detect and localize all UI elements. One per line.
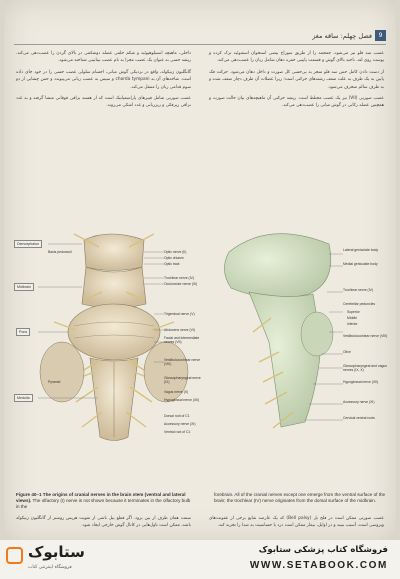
structure-label: Optic chiasm [164, 256, 184, 260]
structure-label: Dorsal root of C1 [164, 414, 190, 418]
structure-label: Trochlear nerve (IV) [343, 288, 374, 292]
structure-label: Middle [347, 316, 357, 320]
structure-label: Hypoglossal nerve (XII) [343, 380, 379, 384]
structure-label: Inferior [347, 322, 358, 326]
structure-label: Cerebellar peduncles [343, 302, 376, 306]
structure-label: Vestibulocochlear nerve (VIII) [343, 334, 388, 338]
structure-label: Accessory nerve (XI) [343, 400, 375, 404]
paragraph: داخلی، ماهیچه استیلوهیوئید و شکم خلفی عضله دوشکمی در بالای گردن را عصب‌دهی می‌کند. ریشه حسی به عنوان یک عصب مجزا به نام عصب بینابینی شناخته می‌شود. [16, 51, 191, 64]
paragraph: عصب صورتی شامل فیبرهای پاراسمپاتیک است که از هسته بزاقی فوقانی منشا گرفته و به غدد بزاقی زیرفکی و زیرزبانی و غدد اشکی می‌روند. [16, 96, 191, 109]
region-label: Medulla [14, 394, 33, 402]
structure-label: Hypoglossal nerve (XII) [164, 398, 200, 402]
right-text-column [209, 50, 384, 114]
region-label: Diencephalon [14, 240, 42, 248]
structure-label: Lateral geniculate body [343, 248, 379, 252]
caption-text: forebrain. All of the cranial nerves except one emerge from the ventral surface of the brain; the trochlear (IV) nerve originates from the dorsal surface of the midbrain. [214, 492, 386, 503]
chapter-title: فصل چهلم: ساقه مغز [312, 32, 372, 40]
brainstem-figure [14, 222, 386, 492]
figure-caption-right [214, 492, 386, 504]
logo-text: ستابوک [28, 543, 85, 561]
region-label: Pons [16, 328, 30, 336]
website-url[interactable]: WWW.SETABOOK.COM [249, 560, 388, 571]
structure-label: Glossopharyngeal and vagus nerves (IX, X) [343, 364, 387, 372]
structure-label: Oculomotor nerve (III) [164, 282, 197, 286]
bottom-left-text: سمت همان طرف از بین برود. اگر قطع بیل ناشی از تقویت هرپس زوستر از گانگلیون ژنیکوله باشد، ممکن است تاول‌هایی در کانال گوش خارجی ایجاد شود. [16, 516, 191, 529]
structure-label: Basis pedunculi [48, 250, 72, 254]
structure-label: Pyramid [48, 380, 61, 384]
figure-caption-left [16, 492, 194, 510]
paragraph: عصب سه قلو نیز می‌شود، جمجمه را از طریق سوراخ بیضی استخوان اسفنوئید ترک کرده و پوست روی لثه، ناحیه بالای گوش و قسمت پایینی حفره دهان شامل زبان را عصب‌دهی می‌کند. [209, 51, 384, 64]
shop-name: فروشگاه کتاب پزشکی ستابوک [258, 545, 388, 555]
structure-label: Vagus nerve (X) [164, 390, 189, 394]
paragraph: گانگلیون ژنیکوله، واقع در نزدیکی گوش میانی، اجسام سلولی عصب حسی را در خود جای داده است. شاخه‌های آن به chorda tympani و سپس به عصب زبانی می‌پیوندد و حس چشایی از دو سوم قدامی زبان را منتقل می‌کند. [16, 69, 192, 90]
structure-label: Ventral root of C1 [164, 430, 191, 434]
paragraph: عصب صورتی (VII) نیز یک عصب مختلط است. ریشه حرکتی آن ماهیچه‌های بیان حالت صورت و همچنین عضله رکابی در گوش میانی را عصب‌دهی می‌کند. [209, 96, 385, 109]
structure-label: Facial and intermediate nerves (VII) [164, 336, 200, 344]
structure-label: Medial geniculate body [343, 262, 378, 266]
structure-label: Optic nerve (II) [164, 250, 187, 254]
page-header [14, 28, 386, 45]
logo-subtitle: فروشگاه اینترنتی کتاب [28, 565, 72, 570]
structure-label: Olive [343, 350, 351, 354]
structure-label: Superior [347, 310, 360, 314]
setabook-logo[interactable] [6, 543, 118, 576]
paragraph: از دست دادن کامل حس سه قلو منجر به بی‌حسی کل صورت و داخل دهان می‌شود. حرکت فک پایین به یک طرف به علت ضعف رشته‌های حرکتی است؛ زیرا عضلات آن طرف دچار ضعف شده و به طرف سالم منحرف می‌شود. [209, 69, 384, 90]
structure-label: Accessory nerve (XI) [164, 422, 196, 426]
structure-label: Vestibulocochlear nerve (VIII) [164, 358, 201, 366]
store-footer-banner [0, 540, 400, 579]
left-text-column [16, 50, 191, 114]
region-label: Midbrain [14, 283, 34, 291]
caption-title: Figure 40–1 The origins of cranial nerves in the brain stem (ventral and lateral views). [16, 492, 186, 503]
structure-label: Optic tract [164, 262, 180, 266]
structure-label: Glossopharyngeal nerve (IX) [164, 376, 201, 384]
bottom-right-text: عصب صورتی ممکن است در فلج بل (Bell palsy) که یک عارضه شایع برخی از عفونت‌های ویروسی است، آسیب ببیند و در اوایل، بیمار ممکن است درد یا حساسیت به صدا را تجربه کند. [209, 516, 384, 529]
structure-label: Trochlear nerve (IV) [164, 276, 195, 280]
lateral-brainstem-drawing [209, 222, 389, 467]
page-number: 9 [375, 30, 386, 41]
structure-label: Trigeminal nerve (V) [164, 312, 195, 316]
structure-label: Abducens nerve (VI) [164, 328, 195, 332]
book-page [4, 0, 396, 540]
ventral-view-illustration [14, 222, 204, 467]
lateral-view-illustration [209, 222, 389, 467]
caption-text: The olfactory (I) nerve is not shown because it terminates in the olfactory bulb in the [16, 498, 191, 509]
structure-label: Cervical ventral roots [343, 416, 375, 420]
book-icon [6, 547, 23, 564]
